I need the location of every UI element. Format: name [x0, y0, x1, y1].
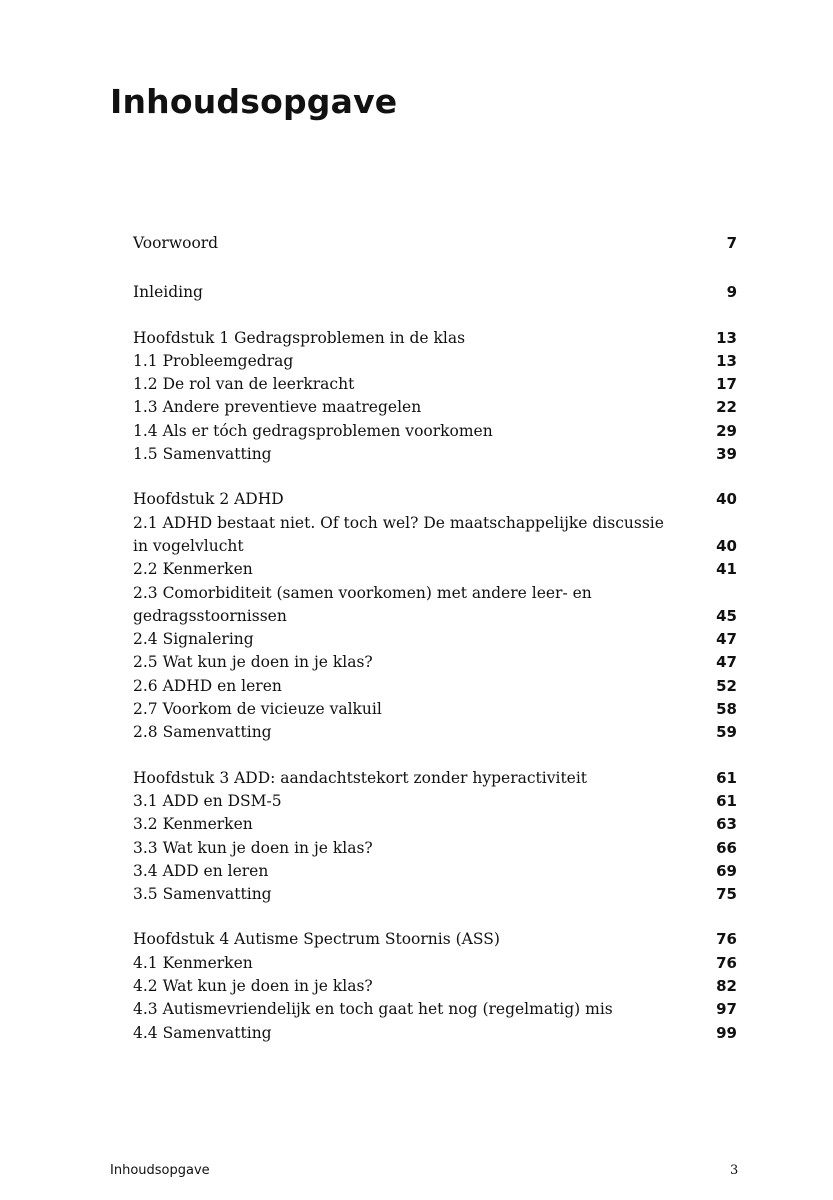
toc-entry[interactable]	[133, 998, 737, 1021]
toc-chapter-4[interactable]	[133, 928, 737, 951]
toc-entry-page: 61	[716, 791, 737, 810]
toc-entry-page: 22	[716, 398, 737, 417]
toc-entry-page: 76	[716, 953, 737, 972]
toc-entry-label: 1.3 Andere preventieve maatregelen	[133, 398, 422, 417]
toc-entry-label: 3.2 Kenmerken	[133, 815, 253, 834]
toc-entry[interactable]	[133, 790, 737, 813]
toc-entry-label: Hoofdstuk 1 Gedragsproblemen in de klas	[133, 328, 466, 347]
toc-entry-label: 1.1 Probleemgedrag	[133, 351, 294, 370]
toc-entry[interactable]	[133, 350, 737, 373]
toc-entry[interactable]	[133, 420, 737, 443]
toc-entry-page: 17	[716, 375, 737, 394]
running-head: Inhoudsopgave	[110, 1163, 210, 1178]
toc-entry-label: Hoofdstuk 3 ADD: aandachtstekort zonder hyperactiviteit	[133, 768, 588, 787]
toc-entry-page: 9	[726, 283, 737, 302]
toc-entry-label: Voorwoord	[133, 234, 219, 252]
toc-entry-page: 75	[716, 885, 737, 904]
toc-entry-page: 13	[716, 351, 737, 370]
toc-entry-label: 2.8 Samenvatting	[133, 723, 272, 742]
toc-entry-page: 45	[716, 606, 737, 625]
toc-entry-page: 61	[716, 768, 737, 787]
toc-entry[interactable]	[133, 675, 737, 698]
toc-entry-label: 2.4 Signalering	[133, 630, 254, 649]
toc-entry[interactable]	[133, 651, 737, 674]
toc-entry[interactable]	[133, 952, 737, 975]
toc-entry[interactable]	[133, 883, 737, 906]
toc-entry-page: 7	[726, 234, 737, 252]
toc-entry-label: 4.4 Samenvatting	[133, 1023, 272, 1042]
toc-chapter-2[interactable]	[133, 488, 737, 511]
toc-entry-label: 3.3 Wat kun je doen in je klas?	[133, 838, 373, 857]
page-number: 3	[730, 1163, 739, 1178]
toc-entry-page: 99	[716, 1023, 737, 1042]
toc-entry-label: 4.1 Kenmerken	[133, 953, 253, 972]
toc-entry-label: 4.3 Autismevriendelijk en toch gaat het nog (regelmatig) mis	[133, 1000, 613, 1019]
toc-entry-page: 76	[716, 930, 737, 949]
toc-entry[interactable]	[133, 373, 737, 396]
toc-entry-page: 47	[716, 653, 737, 672]
toc-entry[interactable]	[133, 443, 737, 466]
toc-entry[interactable]	[133, 721, 737, 744]
toc-entry[interactable]	[133, 628, 737, 651]
toc-entry-label: 4.2 Wat kun je doen in je klas?	[133, 977, 373, 996]
toc-entry-label: 2.2 Kenmerken	[133, 560, 253, 579]
toc-entry-page: 40	[716, 490, 737, 509]
toc-chapter-3[interactable]	[133, 767, 737, 790]
toc-entry-label: 1.2 De rol van de leerkracht	[133, 375, 355, 394]
toc-entry-label: 1.4 Als er tóch gedragsproblemen voorkomen	[133, 421, 493, 440]
toc-entry-voorwoord[interactable]	[133, 232, 737, 255]
toc-entry[interactable]	[133, 582, 737, 629]
toc-entry-page: 82	[716, 977, 737, 996]
toc-entry[interactable]	[133, 813, 737, 836]
toc-entry-page: 63	[716, 815, 737, 834]
toc-entry-inleiding[interactable]	[133, 281, 737, 304]
toc-entry-page: 66	[716, 838, 737, 857]
toc-entry-label: 2.7 Voorkom de vicieuze valkuil	[133, 700, 382, 719]
toc-entry-label: 3.5 Samenvatting	[133, 885, 272, 904]
toc-entry-page: 13	[716, 328, 737, 347]
toc-entry-page: 69	[716, 861, 737, 880]
toc-entry-page: 39	[716, 445, 737, 464]
toc-entry-label: 2.6 ADHD en leren	[133, 676, 282, 695]
toc-entry-page: 97	[716, 1000, 737, 1019]
toc-entry[interactable]	[133, 837, 737, 860]
toc-entry[interactable]	[133, 698, 737, 721]
toc-chapter-1[interactable]	[133, 327, 737, 350]
toc-entry-label: 2.1 ADHD bestaat niet. Of toch wel? De maatschappelijke discussie in vogelvlucht	[133, 513, 664, 555]
toc-entry[interactable]	[133, 558, 737, 581]
table-of-contents	[133, 232, 737, 1045]
toc-entry-page: 41	[716, 560, 737, 579]
toc-entry[interactable]	[133, 975, 737, 998]
toc-entry-page: 29	[716, 421, 737, 440]
toc-entry-label: 3.1 ADD en DSM-5	[133, 791, 282, 810]
toc-entry-label: Hoofdstuk 2 ADHD	[133, 490, 284, 509]
toc-entry-page: 59	[716, 723, 737, 742]
toc-entry-label: 2.5 Wat kun je doen in je klas?	[133, 653, 373, 672]
toc-entry-page: 47	[716, 630, 737, 649]
toc-entry-page: 58	[716, 700, 737, 719]
toc-entry-label: Inleiding	[133, 283, 203, 302]
toc-entry-label: 2.3 Comorbiditeit (samen voorkomen) met andere leer- en gedragsstoornissen	[133, 583, 592, 625]
toc-entry-page: 40	[716, 536, 737, 555]
toc-entry[interactable]	[133, 860, 737, 883]
toc-entry-label: 1.5 Samenvatting	[133, 445, 272, 464]
page-title: Inhoudsopgave	[110, 82, 398, 121]
toc-entry[interactable]	[133, 1022, 737, 1045]
toc-entry[interactable]	[133, 512, 737, 559]
toc-entry[interactable]	[133, 396, 737, 419]
toc-entry-label: 3.4 ADD en leren	[133, 861, 269, 880]
toc-entry-page: 52	[716, 676, 737, 695]
toc-entry-label: Hoofdstuk 4 Autisme Spectrum Stoornis (ASS)	[133, 930, 500, 949]
